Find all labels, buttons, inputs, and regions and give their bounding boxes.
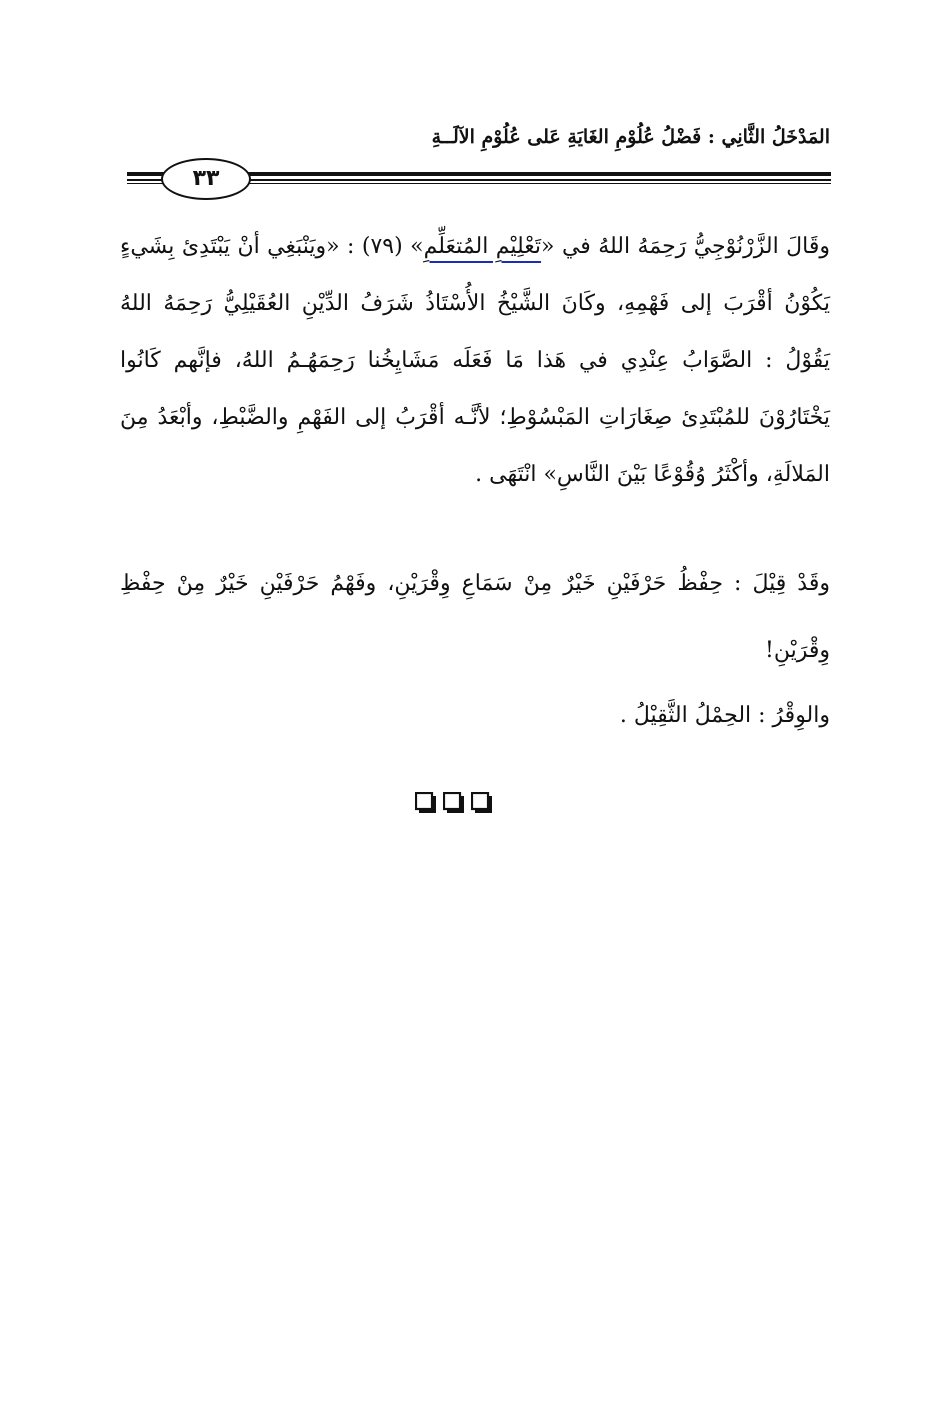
square-ornament-icon bbox=[471, 792, 493, 814]
page-number: ٣٣ bbox=[161, 158, 251, 200]
book-title-link[interactable]: تَعْلِيْمِ المُتعَلِّمِ bbox=[423, 234, 542, 259]
running-title: المَدْخَلُ الثَّانِي : فَضْلُ عُلُوْمِ الغَايَةِ عَلى عُلُوْمِ الآلَــةِ bbox=[431, 126, 830, 148]
paragraph-saying: وقَدْ قِيْلَ : حِفْظُ حَرْفَيْنِ خَيْرٌ مِنْ سَمَاعِ وِقْرَيْنِ، وفَهْمُ حَرْفَيْنِ خَيْرٌ مِنْ حِفْظِ وِقْرَيْنِ! bbox=[120, 571, 830, 663]
square-ornament-icon bbox=[415, 792, 437, 814]
square-ornament-icon bbox=[443, 792, 465, 814]
paragraph-definition: والوِقْرُ : الحِمْلُ الثَّقِيْلُ . bbox=[619, 703, 830, 728]
paragraph-zarnuji-quote bbox=[120, 218, 830, 503]
paragraph-text-after-link: » (٧٩) : «ويَنْبَغِي أنْ يَبْتَدِئ بِشَيءٍ يَكُوْنُ أقْرَبَ إلى فَهْمِهِ، وكَانَ الشَّيْخُ الأُسْتَاذُ شَرَفُ الدِّيْنِ العُقَيْلِيُّ رَحِمَهُ اللهُ يَقُوْلُ : الصَّوَابُ عِنْدِي في هَذا مَا فَعَلَه مَشَايِخُنا رَحِمَهُـمُ اللهُ، فإنَّهم كَانُوا يَخْتَارُوْنَ للمُبْتَدِئ صِغَارَاتِ المَبْسُوْطِ؛ لأنَّـه أقْرَبُ إلى الفَهْمِ والضَّبْطِ، وأبْعَدُ مِنَ المَلالَةِ، وأكْثَرُ وُقُوْعًا بَيْنَ النَّاسِ» انْتَهَى . bbox=[120, 234, 830, 487]
end-ornament bbox=[415, 792, 525, 816]
paragraph-text-before-link: وقَالَ الزَّرْنُوْجِيُّ رَحِمَهُ اللهُ في « bbox=[541, 234, 830, 259]
